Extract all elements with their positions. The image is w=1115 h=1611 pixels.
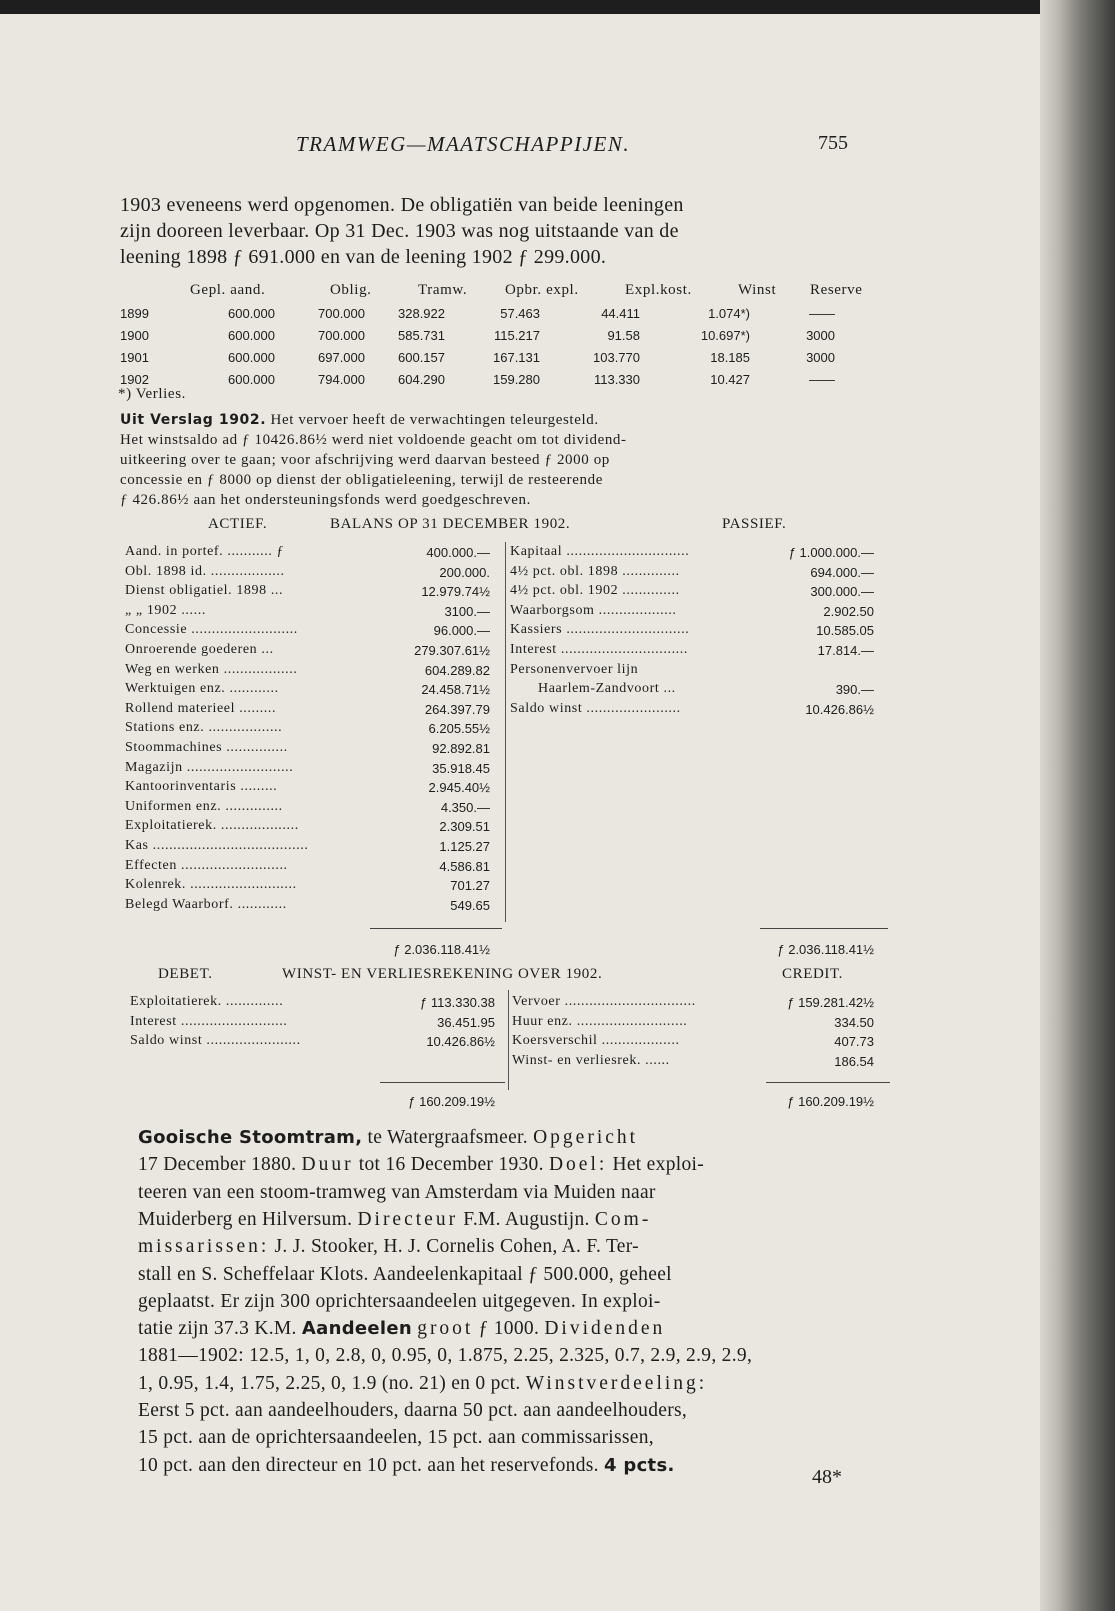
debet-value: 10.426.86½ xyxy=(426,1034,495,1050)
debet-label: Saldo winst ....................... xyxy=(130,1033,301,1049)
stats-col-header: Opbr. expl. xyxy=(505,282,579,298)
stats-col-header: Tramw. xyxy=(418,282,468,298)
actief-value: 12.979.74½ xyxy=(421,584,490,600)
gooische-spaced: Directeur xyxy=(357,1208,459,1230)
passief-value: 390.— xyxy=(835,682,874,698)
stats-col-header: Oblig. xyxy=(330,282,372,298)
actief-value: 1.125.27 xyxy=(439,839,490,854)
gooische-line xyxy=(138,1400,687,1422)
passief-label: Saldo winst ....................... xyxy=(510,700,681,716)
stats-cell: 103.770 xyxy=(593,350,640,365)
gooische-text: ƒ 1000. xyxy=(473,1318,545,1340)
stats-col-header: Gepl. aand. xyxy=(190,282,266,298)
actief-label: Magazijn .......................... xyxy=(125,759,294,775)
stats-cell: 600.000 xyxy=(228,306,275,321)
winst-sum-line-left xyxy=(380,1082,505,1083)
actief-value: 549.65 xyxy=(450,897,490,913)
gooische-text: 1881—1902: 12.5, 1, 0, 2.8, 0, 0.95, 0, 1.875, 2.25, 2.325, 0.7, 2.9, 2.9, 2.9, xyxy=(138,1345,753,1367)
gooische-text: tatie zijn 37.3 K.M. xyxy=(138,1318,302,1340)
stats-cell: 697.000 xyxy=(318,350,365,365)
actief-value: 3100.— xyxy=(444,603,490,619)
gooische-text: te Watergraafsmeer. xyxy=(362,1127,534,1148)
gooische-line xyxy=(138,1427,654,1449)
gooische-spaced: groot xyxy=(417,1318,474,1340)
passief-label: Kapitaal .............................. xyxy=(510,544,690,559)
balans-sum-line-right xyxy=(760,928,888,929)
passief-value: 2.902.50 xyxy=(823,603,874,619)
gooische-spaced: Winstverdeeling: xyxy=(525,1372,708,1394)
winst-credit-title: CREDIT. xyxy=(782,966,843,982)
actief-value: 279.307.61½ xyxy=(414,643,490,658)
balans-total-left: ƒ 2.036.118.41½ xyxy=(393,942,490,957)
actief-label: Stations enz. .................. xyxy=(125,720,283,736)
passief-label: Interest ............................... xyxy=(510,642,688,657)
credit-label: Koersverschil ................... xyxy=(512,1033,680,1049)
gooische-spaced: Doel: xyxy=(548,1154,608,1176)
passief-label: Haarlem-Zandvoort ... xyxy=(538,681,676,697)
actief-label: Concessie .......................... xyxy=(125,622,298,638)
gooische-text: 15 pct. aan de oprichtersaandeelen, 15 pct. aan commissarissen, xyxy=(138,1427,654,1449)
actief-value: 92.892.81 xyxy=(432,741,490,756)
stats-cell: —— xyxy=(809,306,835,321)
actief-value: 200.000. xyxy=(439,564,490,580)
credit-value: 334.50 xyxy=(834,1014,874,1030)
gooische-spaced: Dividenden xyxy=(544,1318,666,1340)
actief-label: Aand. in portef. ........... ƒ xyxy=(125,544,285,559)
gooische-text: Het exploi- xyxy=(607,1154,705,1176)
gooische-line xyxy=(138,1236,639,1258)
stats-col-header: Winst xyxy=(738,282,777,298)
gooische-line xyxy=(138,1182,656,1204)
stats-year: 1899 xyxy=(120,306,149,321)
verslag-line: uitkeering over te gaan; voor afschrijving werd daarvan besteed ƒ 2000 op xyxy=(120,452,610,468)
stats-cell: 91.58 xyxy=(607,328,640,343)
passief-label: Personenvervoer lijn xyxy=(510,661,639,677)
winst-total-left: ƒ 160.209.19½ xyxy=(408,1094,495,1109)
winst-sum-line-right xyxy=(766,1082,890,1083)
signature-mark: 48* xyxy=(812,1466,842,1488)
winst-total-right: ƒ 160.209.19½ xyxy=(787,1094,874,1109)
page-number: 755 xyxy=(818,132,848,154)
gooische-text: F.M. Augustijn. xyxy=(458,1208,595,1230)
passief-label: 4½ pct. obl. 1898 .............. xyxy=(510,563,680,579)
gooische-bold: Aandeelen xyxy=(301,1318,412,1340)
debet-label: Exploitatierek. .............. xyxy=(130,994,284,1009)
gooische-text: 10 pct. aan den directeur en 10 pct. aan het reservefonds. xyxy=(138,1454,605,1476)
balans-sum-line-left xyxy=(370,928,502,929)
actief-label: Stoommachines ............... xyxy=(125,740,288,755)
running-head: TRAMWEG—MAATSCHAPPIJEN. xyxy=(296,132,631,156)
balans-title: BALANS OP 31 DECEMBER 1902. xyxy=(330,516,571,532)
gooische-line xyxy=(138,1373,707,1395)
actief-label: Uniformen enz. .............. xyxy=(125,798,283,814)
stats-cell: 44.411 xyxy=(601,306,640,321)
winst-title: WINST- EN VERLIESREKENING OVER 1902. xyxy=(282,966,603,982)
balans-total-right: ƒ 2.036.118.41½ xyxy=(777,942,874,957)
passief-value: 300.000.— xyxy=(810,584,874,600)
credit-value: ƒ 159.281.42½ xyxy=(787,995,874,1010)
gooische-line xyxy=(138,1127,638,1149)
verslag-line: ƒ 426.86½ aan het ondersteuningsfonds werd goedgeschreven. xyxy=(120,492,531,508)
actief-label: Rollend materieel ......... xyxy=(125,700,277,716)
gooische-text: teeren van een stoom-tramweg van Amsterdam via Muiden naar xyxy=(138,1181,656,1203)
balans-passief-title: PASSIEF. xyxy=(722,516,787,532)
actief-value: 4.350.— xyxy=(440,799,490,815)
credit-label: Winst- en verliesrek. ...... xyxy=(512,1052,670,1068)
passief-value: 10.426.86½ xyxy=(805,701,874,717)
actief-label: Kolenrek. .......................... xyxy=(125,877,297,893)
stats-cell: 159.280 xyxy=(493,372,540,387)
credit-label: Huur enz. ........................... xyxy=(512,1013,688,1029)
gooische-text: tot 16 December 1930. xyxy=(353,1154,549,1176)
stats-col-header: Expl.kost. xyxy=(625,282,692,298)
gooische-bold: Gooische Stoomtram, xyxy=(138,1127,363,1148)
passief-value: 10.585.05 xyxy=(816,623,874,639)
gooische-text: 17 December 1880. xyxy=(138,1154,302,1176)
actief-value: 701.27 xyxy=(450,878,490,894)
book-page xyxy=(0,14,1040,1611)
gooische-line xyxy=(138,1154,704,1176)
gooische-spaced: Com- xyxy=(594,1208,652,1230)
gooische-text: Eerst 5 pct. aan aandeelhouders, daarna 50 pct. aan aandeelhouders, xyxy=(138,1400,688,1421)
actief-label: Exploitatierek. ................... xyxy=(125,818,299,834)
stats-footnote: *) Verlies. xyxy=(118,386,186,402)
gooische-text: J. J. Stooker, H. J. Cornelis Cohen, A. F. Ter- xyxy=(269,1236,639,1258)
credit-label: Vervoer ................................ xyxy=(512,994,696,1009)
gooische-line xyxy=(138,1345,752,1367)
stats-cell: 700.000 xyxy=(318,328,365,343)
intro-line: 1903 eveneens werd opgenomen. De obligatiën van beide leeningen xyxy=(120,194,684,216)
stats-cell: 1.074*) xyxy=(708,306,750,321)
stats-cell: 10.427 xyxy=(710,372,750,387)
actief-label: Kas ...................................... xyxy=(125,838,309,853)
stats-cell: —— xyxy=(809,372,835,387)
stats-cell: 3000 xyxy=(806,350,835,365)
actief-label: Weg en werken .................. xyxy=(125,661,298,677)
actief-value: 264.397.79 xyxy=(424,701,490,717)
gooische-text: stall en S. Scheffelaar Klots. Aandeelenkapitaal ƒ 500.000, geheel xyxy=(138,1263,672,1285)
gooische-text: 1, 0.95, 1.4, 1.75, 2.25, 0, 1.9 (no. 21) en 0 pct. xyxy=(138,1372,526,1394)
winst-debet-title: DEBET. xyxy=(158,966,213,982)
stats-cell: 57.463 xyxy=(500,306,540,321)
book-edge xyxy=(1040,0,1115,1611)
passief-value: 17.814.— xyxy=(817,643,874,658)
verslag-line: concessie en ƒ 8000 op dienst der obligatieleening, terwijl de resteerende xyxy=(120,472,603,488)
stats-cell: 3000 xyxy=(806,328,835,343)
stats-cell: 113.330 xyxy=(593,372,640,387)
gooische-text: Muiderberg en Hilversum. xyxy=(138,1208,358,1230)
actief-value: 400.000.— xyxy=(426,545,490,560)
gooische-spaced: missarissen: xyxy=(138,1236,270,1258)
passief-label: Waarborgsom ................... xyxy=(510,602,677,618)
debet-label: Interest .......................... xyxy=(130,1013,288,1029)
actief-value: 2.945.40½ xyxy=(428,780,490,796)
stats-cell: 600.000 xyxy=(228,372,275,387)
gooische-text: geplaatst. Er zijn 300 oprichtersaandeelen uitgegeven. In exploi- xyxy=(138,1290,661,1312)
actief-label: Kantoorinventaris ......... xyxy=(125,779,278,795)
actief-label: Effecten .......................... xyxy=(125,857,288,873)
debet-value: ƒ 113.330.38 xyxy=(420,995,495,1010)
gooische-spaced: Duur xyxy=(301,1154,354,1176)
gooische-line xyxy=(138,1264,672,1286)
credit-value: 407.73 xyxy=(834,1034,874,1050)
stats-cell: 700.000 xyxy=(318,306,365,321)
debet-value: 36.451.95 xyxy=(437,1014,495,1030)
passief-label: 4½ pct. obl. 1902 .............. xyxy=(510,583,680,599)
stats-cell: 328.922 xyxy=(398,306,445,321)
actief-label: Werktuigen enz. ............ xyxy=(125,681,279,697)
stats-cell: 585.731 xyxy=(398,328,445,343)
gooische-line xyxy=(138,1291,661,1313)
stats-cell: 115.217 xyxy=(493,328,540,343)
actief-value: 4.586.81 xyxy=(439,858,490,874)
stats-cell: 600.157 xyxy=(398,350,445,365)
stats-cell: 600.000 xyxy=(228,328,275,343)
stats-cell: 600.000 xyxy=(228,350,275,365)
credit-value: 186.54 xyxy=(834,1053,874,1069)
actief-value: 6.205.55½ xyxy=(428,721,490,737)
balans-actief-title: ACTIEF. xyxy=(208,516,268,532)
stats-col-header: Reserve xyxy=(810,282,863,298)
actief-value: 2.309.51 xyxy=(439,819,490,835)
verslag-text: Het vervoer heeft de verwachtingen teleurgesteld. xyxy=(266,412,599,428)
verslag-line: Het winstsaldo ad ƒ 10426.86½ werd niet voldoende geacht om tot dividend- xyxy=(120,432,627,448)
stats-cell: 10.697*) xyxy=(700,328,750,343)
intro-line: zijn dooreen leverbaar. Op 31 Dec. 1903 was nog uitstaande van de xyxy=(120,220,679,242)
passief-value: ƒ 1.000.000.— xyxy=(788,545,874,560)
gooische-line xyxy=(138,1318,665,1340)
gooische-bold: 4 pcts. xyxy=(604,1454,675,1476)
gooische-spaced: Opgericht xyxy=(533,1127,639,1148)
stats-cell: 18.185 xyxy=(710,350,750,365)
gooische-line xyxy=(138,1209,651,1231)
actief-label: Belegd Waarborf. ............ xyxy=(125,896,287,912)
stats-cell: 604.290 xyxy=(398,372,445,387)
actief-label: „ „ 1902 ...... xyxy=(125,602,206,618)
actief-label: Obl. 1898 id. .................. xyxy=(125,563,285,579)
winst-divider xyxy=(508,990,509,1090)
stats-year: 1902 xyxy=(120,372,149,387)
stats-cell: 167.131 xyxy=(493,350,540,365)
scan-top-band xyxy=(0,0,1115,14)
actief-value: 604.289.82 xyxy=(424,662,490,678)
passief-label: Kassiers .............................. xyxy=(510,622,690,638)
intro-line: leening 1898 ƒ 691.000 en van de leening 1902 ƒ 299.000. xyxy=(120,246,607,268)
balans-divider xyxy=(505,542,506,922)
verslag-lead: Uit Verslag 1902. xyxy=(120,412,267,428)
stats-year: 1900 xyxy=(120,328,149,343)
stats-year: 1901 xyxy=(120,350,149,365)
verslag-line xyxy=(120,412,599,429)
actief-value: 24.458.71½ xyxy=(421,682,490,698)
gooische-line xyxy=(138,1455,675,1477)
actief-value: 35.918.45 xyxy=(432,760,490,776)
actief-value: 96.000.— xyxy=(433,623,490,639)
stats-cell: 794.000 xyxy=(318,372,365,387)
actief-label: Onroerende goederen ... xyxy=(125,642,274,657)
passief-value: 694.000.— xyxy=(810,564,874,580)
actief-label: Dienst obligatiel. 1898 ... xyxy=(125,583,284,599)
